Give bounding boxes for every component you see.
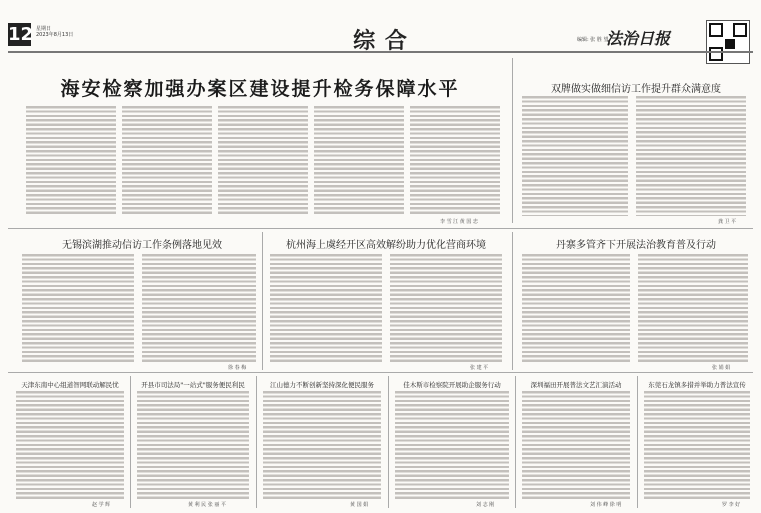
byline-bottom-6: 罗 李 好 xyxy=(722,502,741,508)
column-divider xyxy=(388,376,389,508)
article-bottom-5 xyxy=(522,391,630,499)
column-divider xyxy=(130,376,131,508)
weekday: 星期日 xyxy=(36,26,52,32)
article-main-col-1 xyxy=(26,106,116,214)
page-header xyxy=(0,0,761,54)
column-divider xyxy=(512,58,513,223)
article-bottom-6 xyxy=(644,391,750,499)
row-divider xyxy=(8,228,753,229)
article-mid-right-col-1 xyxy=(522,254,630,362)
byline-mid-center: 张 建 平 xyxy=(470,365,489,371)
article-main-col-4 xyxy=(314,106,404,214)
newspaper-masthead: 法治日报 xyxy=(606,29,671,48)
article-mid-left-col-1 xyxy=(22,254,134,362)
byline-mid-right: 张 娟 娟 xyxy=(712,365,731,371)
column-divider xyxy=(515,376,516,508)
column-divider xyxy=(256,376,257,508)
headline-bottom-1: 天津东南中心组道智网联动解民忧 xyxy=(21,381,119,389)
headline-bottom-4: 佳木斯市检察院开展助企服务行动 xyxy=(403,381,501,389)
page-number: 12 xyxy=(8,24,34,45)
article-right-col-1 xyxy=(522,96,628,216)
headline-bottom-5: 深圳福田开展普法文艺汇演活动 xyxy=(530,381,622,389)
byline-main: 李 雪 江 黄 国 忠 xyxy=(440,219,478,225)
byline-bottom-2: 黄 利 民 张 丽 平 xyxy=(188,502,226,508)
article-main-col-5 xyxy=(410,106,500,214)
article-bottom-3 xyxy=(263,391,381,499)
byline-right-top: 龚 卫 平 xyxy=(718,219,737,225)
byline-bottom-5: 刘 伟 峰 徐 明 xyxy=(590,502,622,508)
headline-main: 海安检察加强办案区建设提升检务保障水平 xyxy=(60,78,460,100)
article-bottom-2 xyxy=(137,391,249,499)
headline-bottom-2: 开县市司法局"一站式"服务便民利民 xyxy=(141,381,245,389)
headline-mid-center: 杭州海上虞经开区高效解纷助力优化营商环境 xyxy=(286,240,486,251)
section-title: 综 合 xyxy=(353,29,408,54)
headline-bottom-3: 江山德力不断创新坚持深化便民服务 xyxy=(270,381,374,389)
article-main-col-3 xyxy=(218,106,308,214)
article-mid-right-col-2 xyxy=(638,254,748,362)
article-mid-center-col-2 xyxy=(390,254,502,362)
byline-bottom-3: 黄 国 娟 xyxy=(350,502,369,508)
article-main-col-2 xyxy=(122,106,212,214)
headline-mid-left: 无锡滨湖推动信访工作条例落地见效 xyxy=(62,240,222,251)
column-divider xyxy=(262,232,263,370)
byline-bottom-4: 刘 志 刚 xyxy=(476,502,495,508)
byline-bottom-1: 赵 学 辉 xyxy=(92,502,111,508)
article-bottom-4 xyxy=(395,391,509,499)
column-divider xyxy=(637,376,638,508)
article-bottom-1 xyxy=(16,391,124,499)
editor-credit: 编辑: 张 胜 望 xyxy=(577,37,609,43)
article-mid-left-col-2 xyxy=(142,254,256,362)
headline-bottom-6: 东莞石龙镇多措并举助力普法宣传 xyxy=(648,381,746,389)
row-divider xyxy=(8,372,753,373)
byline-mid-left: 徐 春 梅 xyxy=(228,365,247,371)
headline-mid-right: 丹寨多管齐下开展法治教育普及行动 xyxy=(556,240,716,251)
date: 2023年8月13日 xyxy=(36,32,74,38)
headline-right-top: 双牌做实做细信访工作提升群众满意度 xyxy=(551,84,721,95)
article-mid-center-col-1 xyxy=(270,254,382,362)
header-rule xyxy=(8,51,753,53)
qr-code-icon xyxy=(706,20,750,64)
column-divider xyxy=(512,232,513,370)
article-right-col-2 xyxy=(636,96,746,216)
